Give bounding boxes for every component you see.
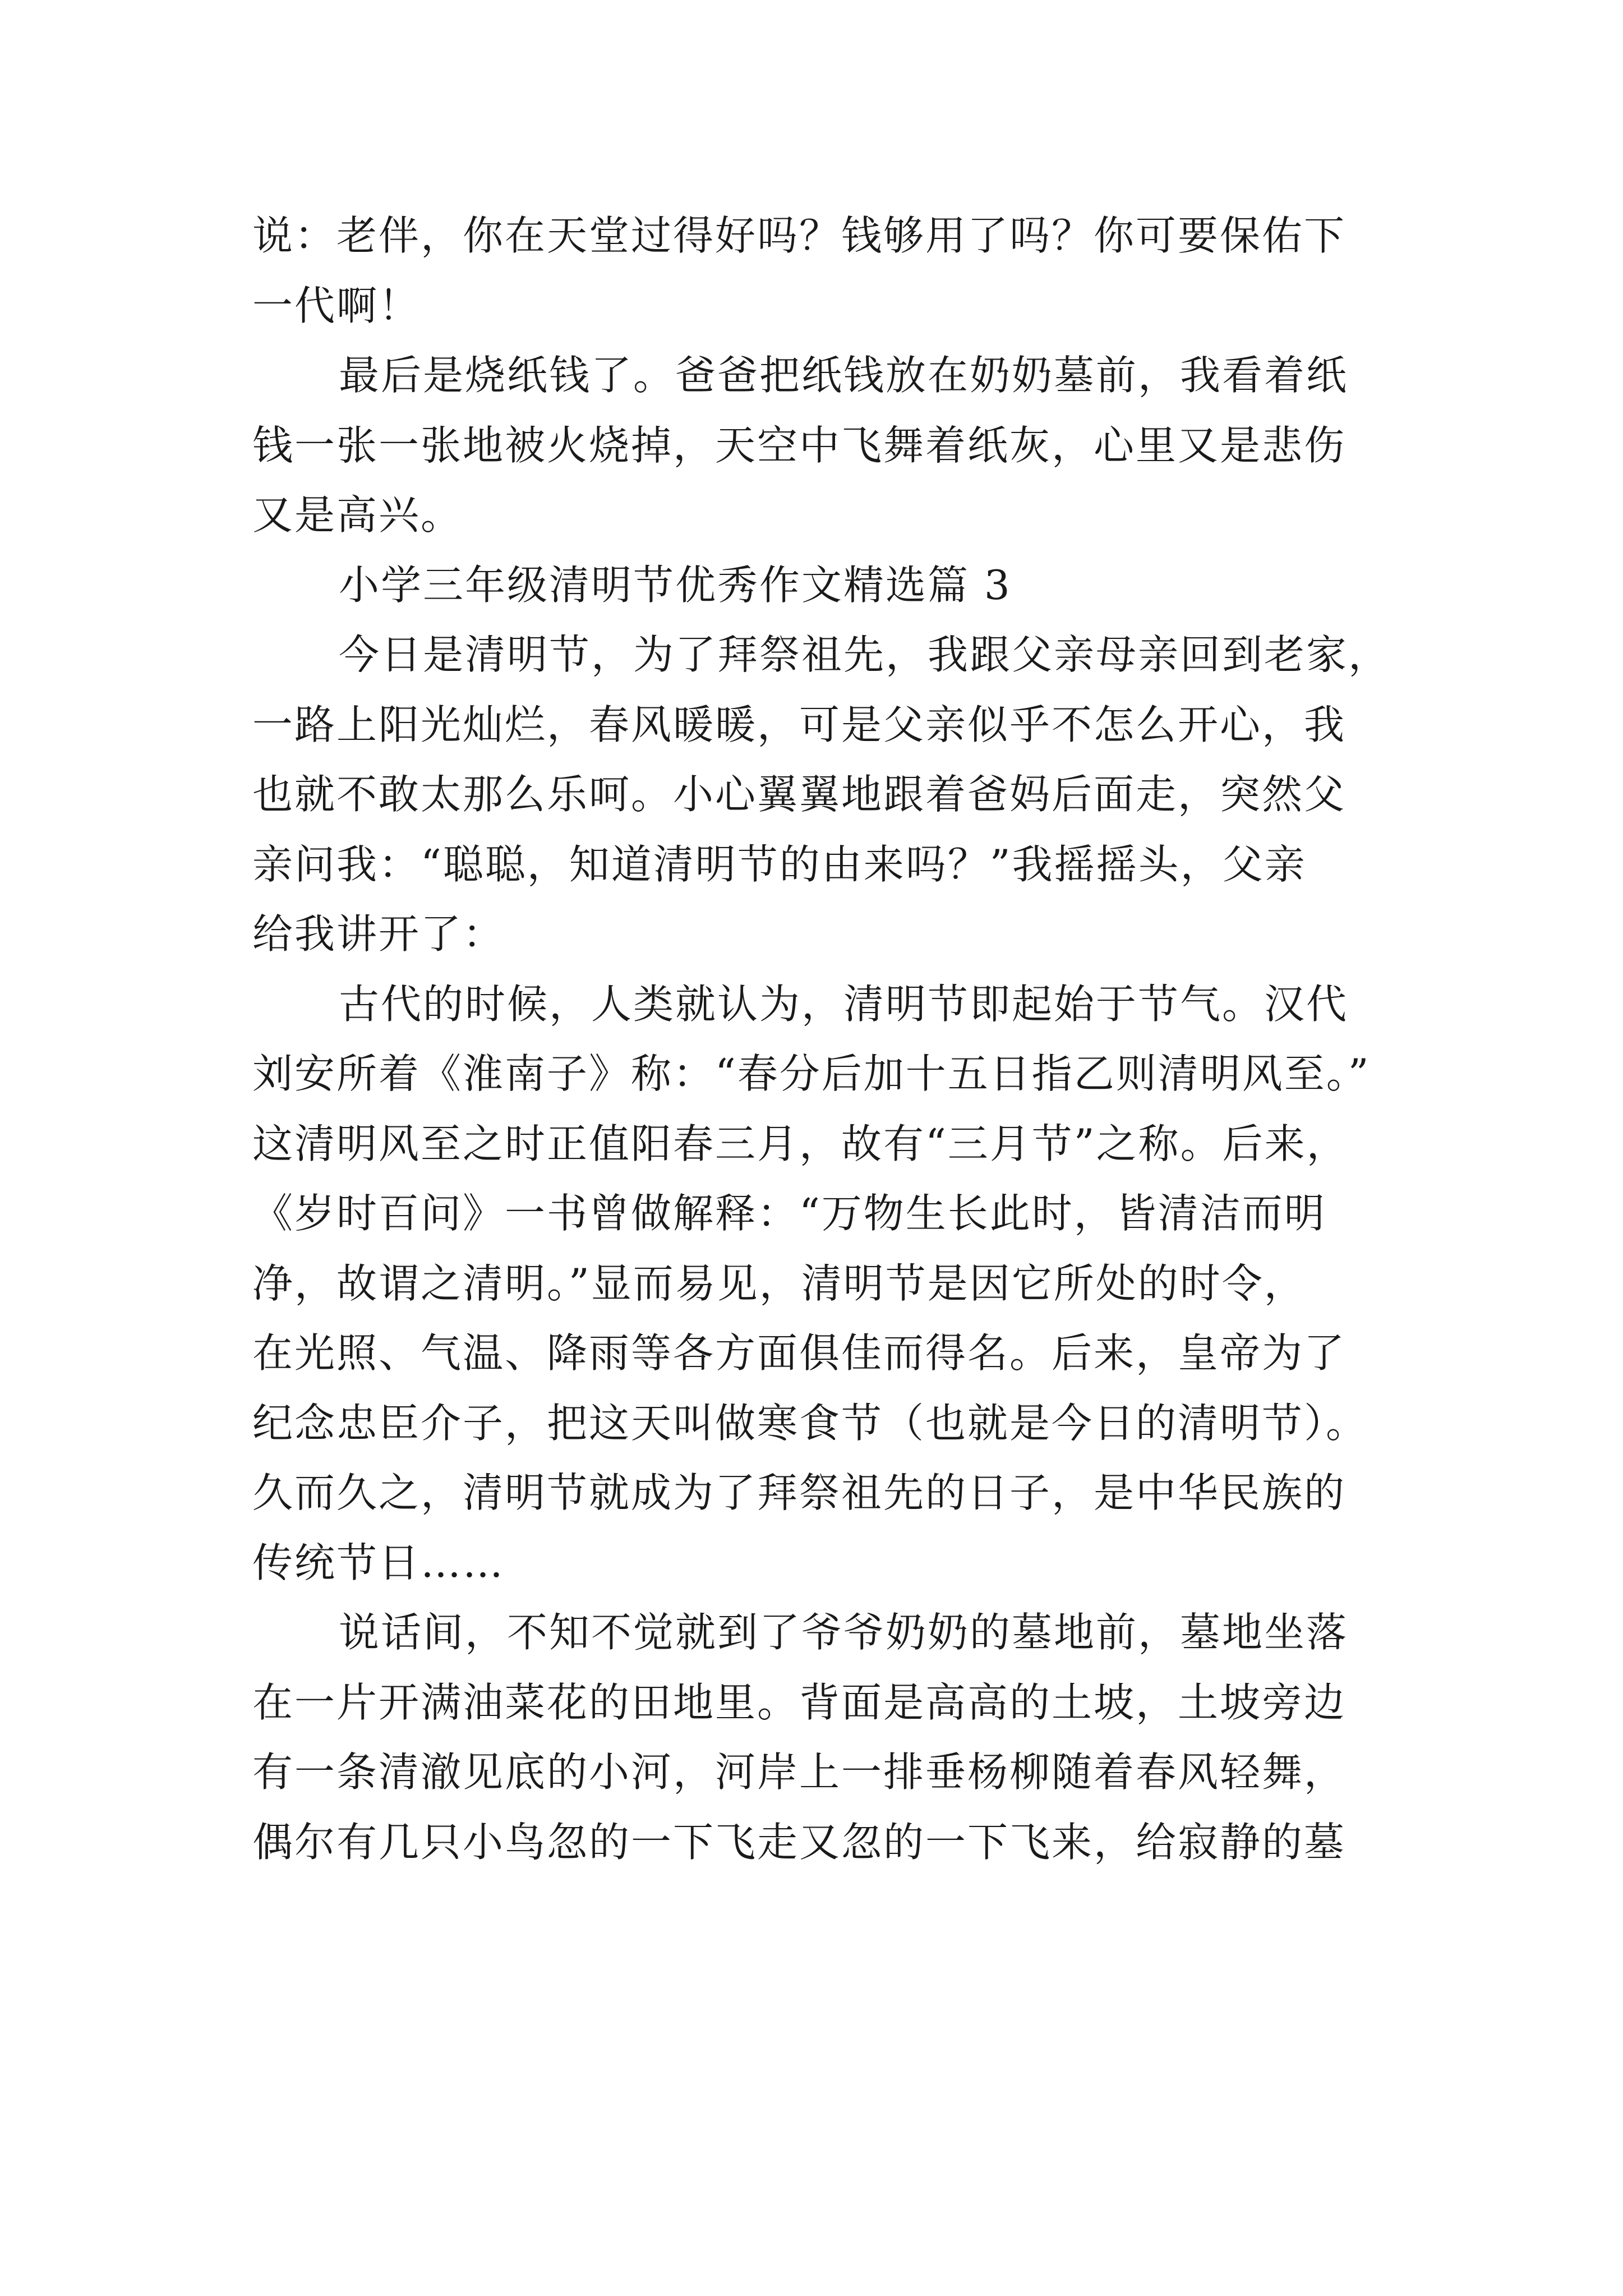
text-line: 有一条清澈见底的小河，河岸上一排垂杨柳随着春风轻舞， [252,1749,1347,1796]
text-line: 说话间，不知不觉就到了爷爷奶奶的墓地前，墓地坐落 [339,1609,1349,1656]
text-line: 一路上阳光灿烂，春风暖暖，可是父亲似乎不怎么开心，我 [252,701,1347,748]
text-line: 给我讲开了： [252,910,505,958]
text-line: 钱一张一张地被火烧掉，天空中飞舞着纸灰，心里又是悲伤 [252,421,1347,469]
text-line: 纪念忠臣介子，把这天叫做寒食节（也就是今日的清明节）。 [252,1399,1368,1447]
paragraph [252,1598,1380,1877]
paragraph [252,620,1391,969]
text-line: 一代啊！ [252,282,421,329]
section-title-text: 小学三年级清明节优秀作文精选篇 3 [339,561,1012,609]
paragraph [252,341,1380,550]
section-title [252,550,1380,620]
text-line: 最后是烧纸钱了。爸爸把纸钱放在奶奶墓前，我看着纸 [339,352,1349,399]
text-line: 说：老伴，你在天堂过得好吗？钱够用了吗？你可要保佑下 [252,212,1347,259]
text-line: 久而久之，清明节就成为了拜祭祖先的日子，是中华民族的 [252,1469,1347,1516]
text-line: 净，故谓之清明。”显而易见，清明节是因它所处的时令， [252,1259,1306,1307]
text-line: 偶尔有几只小鸟忽的一下飞走又忽的一下飞来，给寂静的墓 [252,1818,1347,1866]
text-line: 古代的时候，人类就认为，清明节即起始于节气。汉代 [339,980,1349,1028]
text-line: 在光照、气温、降雨等各方面俱佳而得名。后来，皇帝为了 [252,1329,1347,1377]
text-line: 亲问我：“聪聪，知道清明节的由来吗？”我摇摇头，父亲 [252,840,1307,888]
text-line: 也就不敢太那么乐呵。小心翼翼地跟着爸妈后面走，突然父 [252,771,1347,818]
text-line: 《岁时百问》一书曾做解释：“万物生长此时，皆清洁而明 [252,1190,1326,1237]
document-body [252,201,1391,1877]
paragraph-continued [252,201,1380,341]
paragraph [252,969,1380,1598]
text-line: 在一片开满油菜花的田地里。背面是高高的土坡，土坡旁边 [252,1678,1347,1726]
text-line: 今日是清明节，为了拜祭祖先，我跟父亲母亲回到老家， [339,631,1391,678]
text-line: 传统节日…… [252,1539,505,1586]
text-line: 刘安所着《淮南子》称：“春分后加十五日指乙则清明风至。” [252,1050,1371,1097]
text-line: 这清明风至之时正值阳春三月，故有“三月节”之称。后来， [252,1120,1349,1167]
text-line: 又是高兴。 [252,491,463,539]
